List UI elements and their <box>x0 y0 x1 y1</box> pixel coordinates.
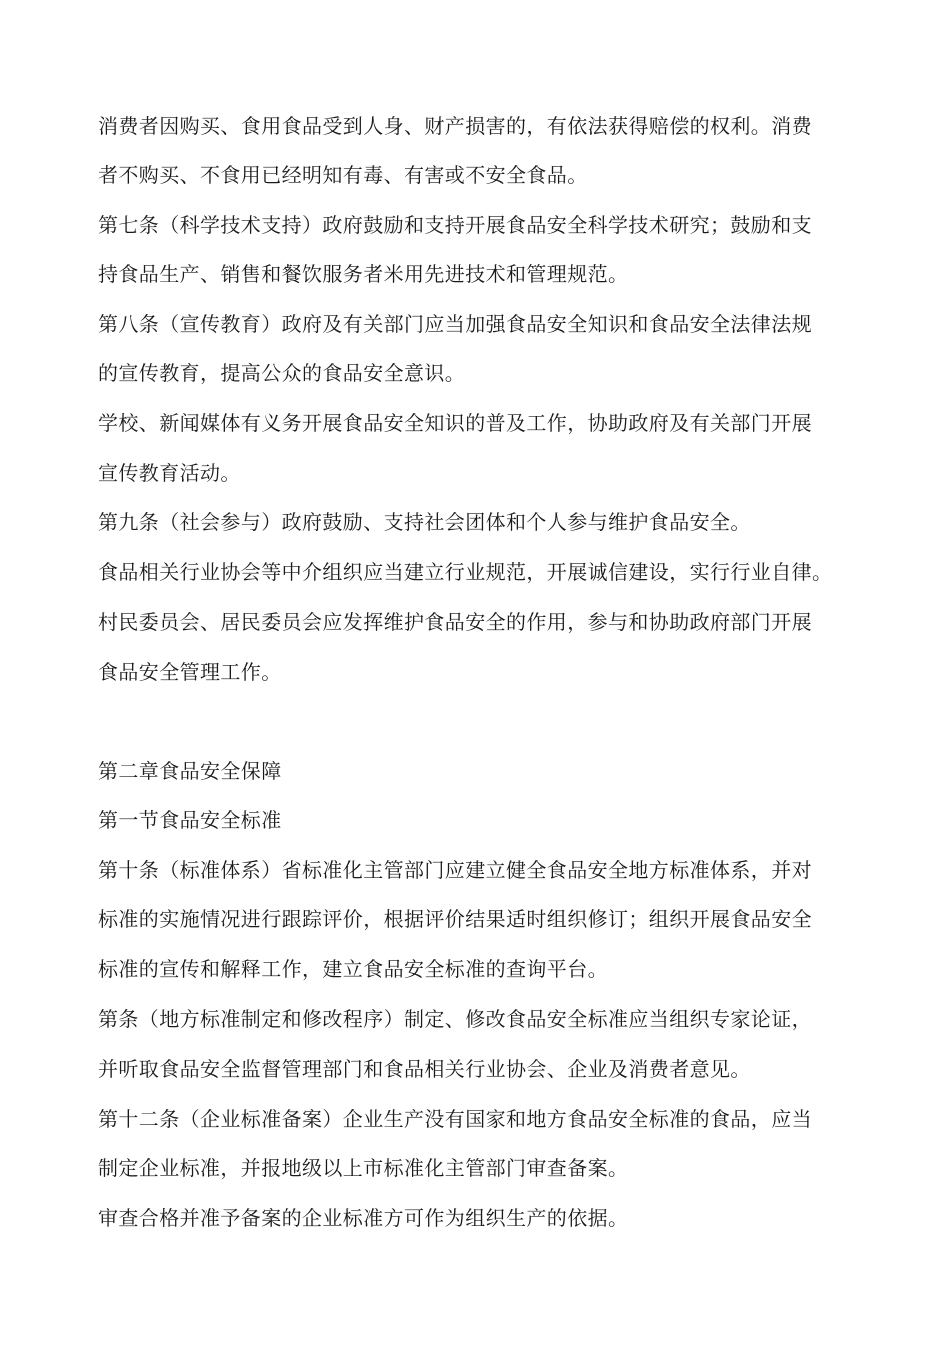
section-heading: 第一节食品安全标准 <box>98 808 282 832</box>
text-line: 第十条（标准体系）省标准化主管部门应建立健全食品安全地方标准体系，并对 <box>98 858 812 882</box>
text-line: 第八条（宣传教育）政府及有关部门应当加强食品安全知识和食品安全法律法规 <box>98 312 812 336</box>
text-line: 持食品生产、销售和餐饮服务者米用先进技术和管理规范。 <box>98 262 629 286</box>
text-line: 第七条（科学技术支持）政府鼓励和支持开展食品安全科学技术研究；鼓励和支 <box>98 213 812 237</box>
text-line: 标准的实施情况进行跟踪评价，根据评价结果适时组织修订；组织开展食品安全 <box>98 907 812 931</box>
text-line: 村民委员会、居民委员会应发挥维护食品安全的作用，参与和协助政府部门开展 <box>98 610 812 634</box>
text-line: 消费者因购买、食用食品受到人身、财产损害的，有依法获得赔偿的权利。消费 <box>98 114 812 138</box>
text-line: 食品安全管理工作。 <box>98 660 282 684</box>
text-line: 审查合格并准予备案的企业标准方可作为组织生产的依据。 <box>98 1206 629 1230</box>
text-line: 食品相关行业协会等中介组织应当建立行业规范，开展诚信建设，实行行业自律。 <box>98 560 833 584</box>
text-line: 并听取食品安全监督管理部门和食品相关行业协会、企业及消费者意见。 <box>98 1057 751 1081</box>
text-line: 的宣传教育，提高公众的食品安全意识。 <box>98 361 466 385</box>
text-line: 宣传教育活动。 <box>98 461 241 485</box>
text-line: 制定企业标准，并报地级以上市标准化主管部门审查备案。 <box>98 1156 629 1180</box>
text-line: 者不购买、不食用已经明知有毒、有害或不安全食品。 <box>98 163 588 187</box>
text-line: 第条（地方标准制定和修改程序）制定、修改食品安全标准应当组织专家论证， <box>98 1007 812 1031</box>
text-line: 第九条（社会参与）政府鼓励、支持社会团体和个人参与维护食品安全。 <box>98 510 751 534</box>
text-line: 第十二条（企业标准备案）企业生产没有国家和地方食品安全标准的食品，应当 <box>98 1107 812 1131</box>
chapter-heading: 第二章食品安全保障 <box>98 759 282 783</box>
text-line: 学校、新闻媒体有义务开展食品安全知识的普及工作，协助政府及有关部门开展 <box>98 411 812 435</box>
text-line: 标准的宣传和解释工作，建立食品安全标准的查询平台。 <box>98 957 608 981</box>
